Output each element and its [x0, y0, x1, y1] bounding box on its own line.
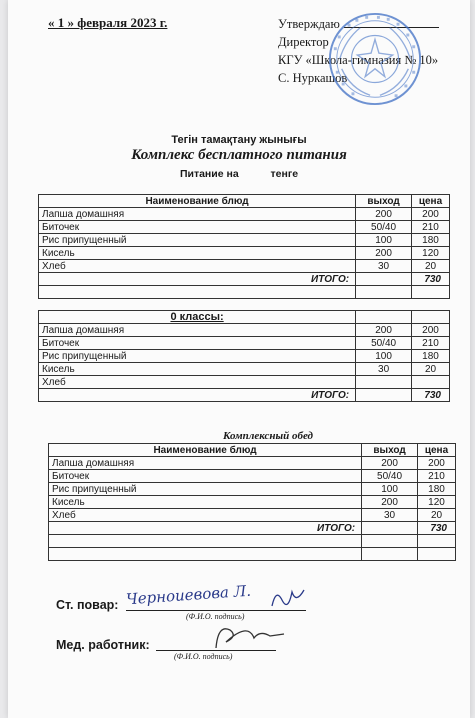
dish-price: 200: [418, 457, 456, 470]
dish-output: 100: [362, 483, 418, 496]
table-row: [39, 221, 450, 234]
section-row: [39, 311, 450, 324]
dish-price: 210: [412, 221, 450, 234]
table-row: [49, 509, 456, 522]
dish-price: 210: [418, 470, 456, 483]
approval-position: Директор: [278, 35, 329, 49]
title-kazakh: Тегін тамақтану жынығы: [171, 134, 307, 146]
approval-title-line: [278, 15, 439, 33]
cook-signature-line: [126, 610, 306, 611]
dish-output: 30: [362, 509, 418, 522]
table-row: [39, 363, 450, 376]
dish-output: 30: [356, 260, 412, 273]
medic-signature-scribble: [208, 620, 288, 654]
dish-price: 210: [412, 337, 450, 350]
medic-signature-line: [156, 650, 276, 651]
dish-price: 180: [418, 483, 456, 496]
total-label: ИТОГО:: [39, 273, 356, 286]
table-row: [39, 324, 450, 337]
medic-signature-hint: (Ф.И.О. подпись): [174, 652, 233, 661]
cook-signature-hint: (Ф.И.О. подпись): [186, 612, 245, 621]
table-row: [39, 234, 450, 247]
approval-block: [278, 15, 439, 87]
dish-price: 120: [418, 496, 456, 509]
approval-name: С. Нуркашов: [278, 71, 348, 85]
header-price: цена: [418, 444, 456, 457]
table-row: [39, 247, 450, 260]
table-header-row: [49, 444, 456, 457]
approval-organization: КГУ «Школа-гимназия № 10»: [278, 53, 439, 67]
dish-name: Лапша домашняя: [49, 457, 362, 470]
title-main: Комплекс бесплатного питания: [131, 147, 347, 163]
approval-signature-line: [344, 27, 439, 28]
table-row: [39, 376, 450, 389]
dish-price: 200: [412, 208, 450, 221]
header-dish-name: Наименование блюд: [49, 444, 362, 457]
header-output: выход: [356, 195, 412, 208]
dish-name: Биточек: [49, 470, 362, 483]
dish-price: 20: [418, 509, 456, 522]
total-value: 730: [418, 522, 456, 535]
dish-price: 120: [412, 247, 450, 260]
cook-handwritten-signature: Черноиевова Л.: [125, 581, 252, 609]
total-row: [39, 389, 450, 402]
total-row: [39, 273, 450, 286]
table-row: [39, 337, 450, 350]
dish-price: 20: [412, 363, 450, 376]
dish-output: 100: [356, 234, 412, 247]
empty-row: [49, 548, 456, 561]
document-sheet: [8, 0, 470, 718]
menu-table-2: [38, 310, 450, 402]
total-value: 730: [412, 389, 450, 402]
document-date: « 1 » февраля 2023 г.: [48, 15, 168, 30]
approval-title: Утверждаю: [278, 17, 340, 31]
dish-output: 30: [356, 363, 412, 376]
empty-row: [39, 286, 450, 299]
dish-price: [412, 376, 450, 389]
dish-name: Биточек: [39, 221, 356, 234]
dish-output: 50/40: [356, 221, 412, 234]
subtitle-right: тенге: [270, 168, 299, 180]
table-row: [39, 260, 450, 273]
header-dish-name: Наименование блюд: [39, 195, 356, 208]
dish-name: Хлеб: [39, 376, 356, 389]
dish-output: 50/40: [362, 470, 418, 483]
dish-output: 200: [356, 247, 412, 260]
dish-name: Хлеб: [39, 260, 356, 273]
dish-output: 50/40: [356, 337, 412, 350]
dish-output: 200: [362, 457, 418, 470]
dish-name: Лапша домашняя: [39, 208, 356, 221]
table-row: [49, 470, 456, 483]
dish-name: Рис припущенный: [39, 350, 356, 363]
table-row: [39, 208, 450, 221]
header-price: цена: [412, 195, 450, 208]
total-value: 730: [412, 273, 450, 286]
dish-name: Лапша домашняя: [39, 324, 356, 337]
total-label: ИТОГО:: [49, 522, 362, 535]
dish-name: Кисель: [39, 247, 356, 260]
dish-price: 20: [412, 260, 450, 273]
medic-label: Мед. работник:: [56, 638, 150, 652]
dish-output: 200: [356, 208, 412, 221]
dish-name: Рис припущенный: [39, 234, 356, 247]
cook-label: Ст. повар:: [56, 598, 119, 612]
section-label: 0 классы:: [39, 311, 356, 324]
dish-name: Кисель: [49, 496, 362, 509]
dish-output: [356, 376, 412, 389]
dish-price: 180: [412, 350, 450, 363]
table-row: [49, 496, 456, 509]
table-row: [49, 457, 456, 470]
table-header-row: [39, 195, 450, 208]
table-row: [39, 350, 450, 363]
table-row: [49, 483, 456, 496]
cook-signature-scribble: [270, 586, 306, 610]
dish-output: 200: [362, 496, 418, 509]
total-label: ИТОГО:: [39, 389, 356, 402]
menu-table-1: [38, 194, 450, 299]
empty-row: [49, 535, 456, 548]
dish-output: 100: [356, 350, 412, 363]
dish-price: 180: [412, 234, 450, 247]
dish-name: Биточек: [39, 337, 356, 350]
subtitle-left: Питание на: [179, 168, 239, 180]
dish-name: Хлеб: [49, 509, 362, 522]
dish-name: Рис припущенный: [49, 483, 362, 496]
header-output: выход: [362, 444, 418, 457]
title-subtitle: [8, 168, 470, 180]
menu-table-3: [48, 443, 456, 561]
dish-name: Кисель: [39, 363, 356, 376]
total-row: [49, 522, 456, 535]
dish-price: 200: [412, 324, 450, 337]
complex-lunch-title: Комплексный обед: [223, 430, 314, 442]
dish-output: 200: [356, 324, 412, 337]
